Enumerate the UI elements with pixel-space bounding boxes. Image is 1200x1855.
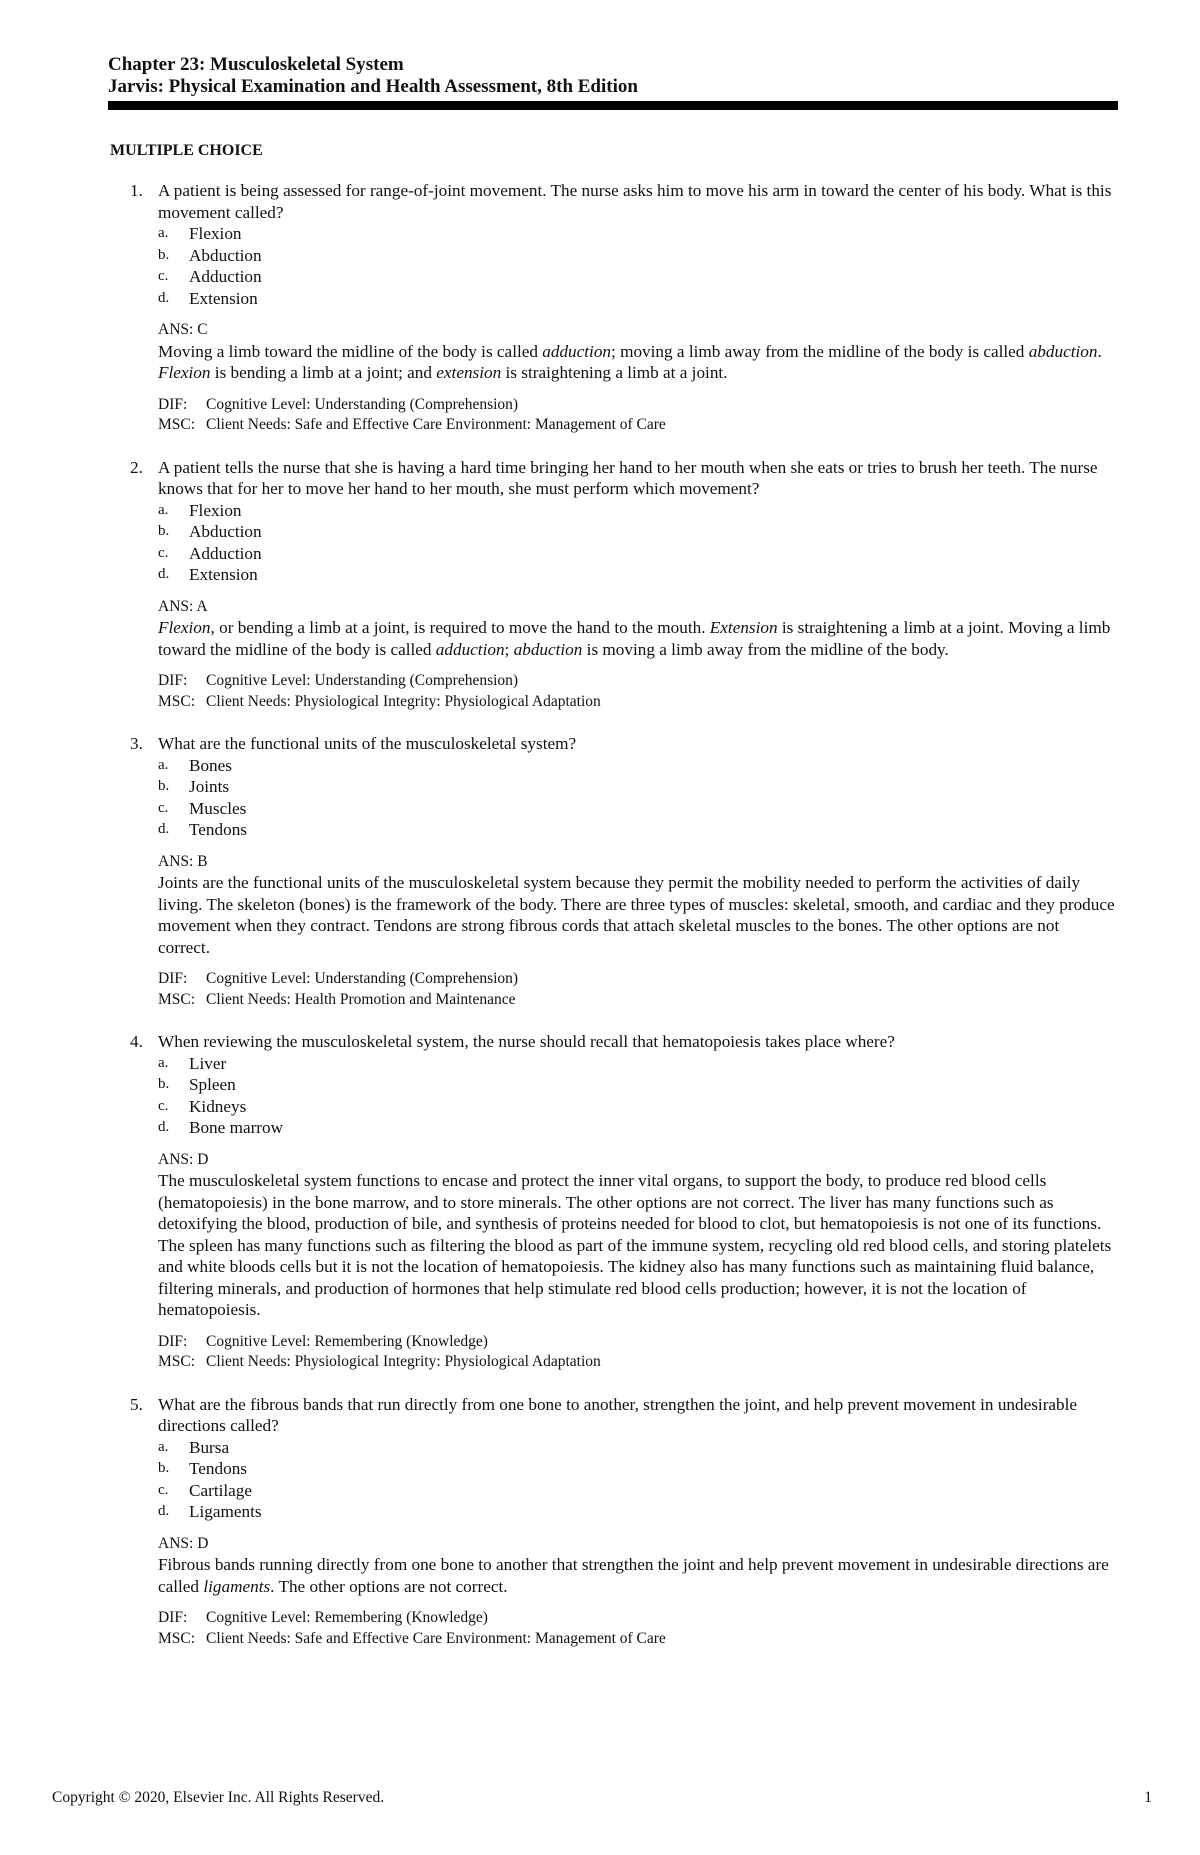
difficulty-level — [158, 395, 1115, 416]
client-needs — [158, 1352, 1115, 1373]
difficulty-level-value: Cognitive Level: Understanding (Comprehension) — [206, 970, 519, 987]
question-list — [110, 180, 1115, 1670]
option-letter: d. — [158, 1119, 170, 1135]
question-metadata — [158, 1608, 1115, 1649]
option-letter: c. — [158, 799, 169, 816]
difficulty-level-value: Cognitive Level: Remembering (Knowledge) — [206, 1332, 488, 1350]
option-letter: c. — [158, 268, 169, 284]
answer-option — [158, 543, 1115, 565]
answer-option — [158, 798, 1115, 820]
option-text: Bursa — [189, 1437, 230, 1457]
question-item — [110, 733, 1115, 1010]
client-needs — [158, 1629, 1115, 1650]
difficulty-level-label: DIF: — [158, 395, 188, 413]
option-letter: a. — [158, 756, 169, 773]
answer-key: ANS: A — [158, 597, 208, 615]
answer-key: ANS: B — [158, 852, 208, 870]
client-needs-label: MSC: — [158, 1353, 196, 1370]
option-text: Extension — [189, 288, 258, 308]
option-text: Kidneys — [189, 1096, 247, 1116]
question-stem: When reviewing the musculoskeletal system, the nurse should recall that hematopoiesis takes place where? — [158, 1032, 895, 1051]
answer-option — [158, 564, 1115, 586]
answer-option — [158, 500, 1115, 522]
page-footer — [52, 1789, 1152, 1807]
option-letter: c. — [158, 544, 169, 561]
client-needs-value: Client Needs: Health Promotion and Maintenance — [206, 990, 516, 1008]
question-number: 5. — [130, 1394, 143, 1414]
difficulty-level-value: Cognitive Level: Understanding (Comprehension) — [206, 672, 519, 689]
client-needs-value: Client Needs: Safe and Effective Care Environment: Management of Care — [206, 1629, 666, 1647]
client-needs — [158, 692, 1115, 713]
answer-key: ANS: C — [158, 321, 208, 338]
answer-options — [158, 223, 1115, 309]
question-metadata — [158, 969, 1115, 1010]
answer-option — [158, 1501, 1115, 1523]
option-text: Extension — [189, 565, 258, 584]
question-metadata — [158, 395, 1115, 436]
option-letter: c. — [158, 1097, 169, 1114]
answer-option — [158, 1437, 1115, 1459]
option-text: Adduction — [189, 267, 262, 286]
difficulty-level-label: DIF: — [158, 970, 188, 987]
question-metadata — [158, 671, 1115, 712]
difficulty-level — [158, 969, 1115, 990]
option-text: Tendons — [189, 820, 247, 839]
question-metadata — [158, 1332, 1115, 1373]
option-letter: d. — [158, 566, 170, 582]
difficulty-level-label: DIF: — [158, 672, 188, 689]
option-text: Spleen — [189, 1075, 236, 1094]
option-text: Bone marrow — [189, 1118, 284, 1137]
question-item — [110, 180, 1115, 436]
option-text: Cartilage — [189, 1480, 252, 1500]
option-letter: d. — [158, 1503, 170, 1519]
answer-option — [158, 1480, 1115, 1502]
book-title: Jarvis: Physical Examination and Health Assessment, 8th Edition — [108, 76, 638, 97]
question-number: 3. — [130, 734, 143, 753]
difficulty-level — [158, 1332, 1115, 1353]
answer-option — [158, 1053, 1115, 1075]
option-letter: b. — [158, 1076, 170, 1092]
difficulty-level-label: DIF: — [158, 1332, 188, 1350]
answer-option — [158, 819, 1115, 841]
option-letter: b. — [158, 1460, 170, 1476]
option-letter: b. — [158, 523, 170, 539]
difficulty-level-value: Cognitive Level: Understanding (Comprehension) — [206, 395, 519, 413]
option-letter: c. — [158, 1481, 169, 1498]
difficulty-level — [158, 1608, 1115, 1629]
answer-rationale: Fibrous bands running directly from one bone to another that strengthen the joint and help prevent movement in undesirable directions are called ligaments. The other options are not correct. — [158, 1555, 1109, 1596]
difficulty-level-label: DIF: — [158, 1609, 188, 1626]
option-text: Abduction — [189, 522, 262, 541]
option-letter: a. — [158, 1438, 169, 1455]
answer-option — [158, 755, 1115, 777]
header-divider — [108, 101, 1118, 110]
option-text: Tendons — [189, 1459, 247, 1478]
client-needs-label: MSC: — [158, 1629, 196, 1647]
answer-option — [158, 1096, 1115, 1118]
question-number: 1. — [130, 181, 143, 200]
question-item — [110, 1394, 1115, 1650]
question-item — [110, 1031, 1115, 1373]
section-title: MULTIPLE CHOICE — [110, 142, 263, 159]
answer-rationale: Flexion, or bending a limb at a joint, is required to move the hand to the mouth. Extension is straightening a limb at a joint. Moving a limb toward the midline of the body is called adduction; abduction is moving a limb away from the midline of the body. — [158, 618, 1111, 659]
option-text: Flexion — [189, 500, 242, 520]
answer-option — [158, 223, 1115, 245]
option-letter: a. — [158, 225, 169, 241]
question-stem: What are the functional units of the musculoskeletal system? — [158, 734, 577, 753]
option-letter: b. — [158, 246, 170, 263]
page-number: 1 — [1144, 1789, 1152, 1806]
difficulty-level — [158, 671, 1115, 692]
option-text: Ligaments — [189, 1502, 262, 1521]
client-needs — [158, 990, 1115, 1011]
option-letter: a. — [158, 1054, 169, 1071]
answer-option — [158, 776, 1115, 798]
answer-option — [158, 1117, 1115, 1139]
option-text: Joints — [189, 777, 230, 796]
answer-option — [158, 1074, 1115, 1096]
client-needs-label: MSC: — [158, 990, 196, 1008]
question-stem: What are the fibrous bands that run directly from one bone to another, strengthen the joint, and help prevent movement in undesirable directions called? — [158, 1394, 1078, 1435]
answer-options — [158, 755, 1115, 841]
client-needs-label: MSC: — [158, 416, 196, 433]
client-needs-value: Client Needs: Physiological Integrity: Physiological Adaptation — [206, 692, 601, 710]
answer-option — [158, 266, 1115, 288]
difficulty-level-value: Cognitive Level: Remembering (Knowledge) — [206, 1609, 488, 1626]
answer-options — [158, 1437, 1115, 1523]
answer-rationale: The musculoskeletal system functions to encase and protect the inner vital organs, to support the body, to produce red blood cells (hematopoiesis) in the bone marrow, and to store minerals. The other options are not correct. The liver has many functions such as detoxifying the blood, production of bile, and synthesis of proteins needed for blood to clot, but hematopoiesis is not one of its functions. The spleen has many functions such as filtering the blood as part of the immune system, recycling old red blood cells, and storing platelets and white bloods cells but it is not the location of hematopoiesis. The kidney also has many functions such as maintaining fluid balance, filtering minerals, and production of hormones that help stimulate red blood cells production; however, it is not the location of hematopoiesis. — [158, 1171, 1112, 1319]
question-number: 2. — [130, 457, 143, 477]
copyright-text: Copyright © 2020, Elsevier Inc. All Rights Reserved. — [52, 1789, 385, 1806]
option-letter: d. — [158, 289, 170, 306]
option-letter: d. — [158, 821, 170, 837]
option-text: Abduction — [189, 245, 262, 265]
client-needs-label: MSC: — [158, 692, 196, 710]
answer-option — [158, 288, 1115, 310]
page-header — [108, 54, 1118, 98]
answer-rationale: Moving a limb toward the midline of the body is called adduction; moving a limb away from the midline of the body is called abduction. Flexion is bending a limb at a joint; and extension is straightening a limb at a joint. — [158, 341, 1102, 382]
answer-key: ANS: D — [158, 1534, 209, 1552]
answer-rationale: Joints are the functional units of the musculoskeletal system because they permit the mobility needed to perform the activities of daily living. The skeleton (bones) is the framework of the body. There are three types of muscles: skeletal, smooth, and cardiac and they produce movement when they contract. Tendons are strong fibrous cords that attach skeletal muscles to the bones. The other options are not correct. — [158, 873, 1115, 957]
option-text: Bones — [189, 755, 232, 775]
chapter-title: Chapter 23: Musculoskeletal System — [108, 54, 404, 75]
question-item — [110, 457, 1115, 713]
option-letter: b. — [158, 778, 170, 794]
client-needs-value: Client Needs: Safe and Effective Care Environment: Management of Care — [206, 416, 666, 433]
client-needs — [158, 415, 1115, 436]
answer-options — [158, 500, 1115, 586]
answer-option — [158, 1458, 1115, 1480]
question-number: 4. — [130, 1032, 143, 1051]
question-stem: A patient is being assessed for range-of-joint movement. The nurse asks him to move his arm in toward the center of his body. What is this movement called? — [158, 181, 1112, 222]
option-letter: a. — [158, 501, 169, 518]
question-stem: A patient tells the nurse that she is having a hard time bringing her hand to her mouth when she eats or tries to brush her teeth. The nurse knows that for her to move her hand to her mouth, she must perform which movement? — [158, 457, 1098, 498]
option-text: Liver — [189, 1053, 227, 1073]
answer-key: ANS: D — [158, 1150, 209, 1168]
answer-option — [158, 245, 1115, 267]
answer-option — [158, 521, 1115, 543]
answer-options — [158, 1053, 1115, 1139]
option-text: Muscles — [189, 798, 247, 818]
client-needs-value: Client Needs: Physiological Integrity: Physiological Adaptation — [206, 1353, 601, 1370]
option-text: Adduction — [189, 543, 262, 563]
option-text: Flexion — [189, 224, 242, 243]
